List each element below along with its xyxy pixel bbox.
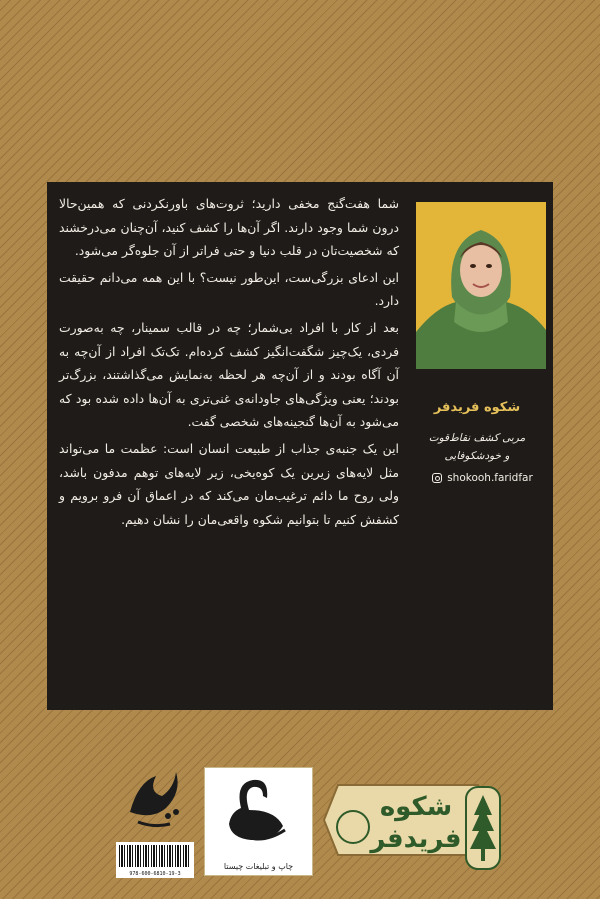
text-panel bbox=[47, 182, 553, 710]
author-name: شکوه فریدفر bbox=[433, 400, 521, 415]
svg-text:فریدفر: فریدفر bbox=[370, 824, 462, 854]
instagram-text: shokooh.faridfar bbox=[447, 472, 533, 484]
author-title-line: مربی کشف نقاط‌قوت bbox=[428, 432, 526, 444]
portrait-illustration bbox=[416, 202, 546, 369]
publisher-logo bbox=[204, 767, 313, 876]
swan-icon bbox=[205, 768, 312, 858]
author-logo-emblem bbox=[318, 765, 505, 875]
isbn-barcode bbox=[116, 842, 194, 878]
instagram-handle bbox=[415, 468, 550, 488]
barcode-number: 978-600-6810-19-3 bbox=[129, 871, 181, 877]
author-portrait bbox=[416, 202, 546, 369]
author-title bbox=[407, 429, 547, 465]
author-title-line: و خودشکوفایی bbox=[444, 450, 510, 462]
imprint-logo bbox=[118, 762, 188, 832]
instagram-icon bbox=[432, 473, 442, 483]
svg-text:شکوه: شکوه bbox=[379, 792, 453, 822]
paragraph: این ادعای بزرگی‌ست، این‌طور نیست؟ با این همه می‌دانم حقیقت دارد. bbox=[59, 269, 399, 309]
paragraph: بعد از کار با افراد بی‌شمار؛ چه در قالب سمینار، چه به‌صورت فردی، یک‌چیز شگفت‌انگیز کشف کرده‌ام. تک‌تک افراد از آن‌چه به آن آگاه بودند و از آن‌چه هر لحظه به‌نمایش می‌گذاشتند، بزرگ‌تر بودند؛ یعنی ویژگی‌های جاودانه‌ی غنی‌تری به آن‌ها داده شده بود که می‌شود به آن‌ها گنجینه‌های شخصی گفت. bbox=[59, 319, 399, 430]
paragraph: شما هفت‌گنج مخفی دارید؛ ثروت‌های باورنکردنی که همین‌حالا درون شما وجود دارند. اگر آن‌ها را کشف کنید، آن‌چنان می‌درخشند که شخصیت‌تان در قلب دنیا و حتی فراتر از آن جلوه‌گر می‌شود. bbox=[59, 196, 399, 259]
paragraph: این یک جنبه‌ی جذاب از طبیعت انسان است: عظمت ما می‌تواند مثل لایه‌های زیرین یک کوه‌یخی، زیر لایه‌های توهم مدفون باشد، ولی روح ما دائم ترغیب‌مان می‌کند که در اعماق آن فرو برویم و کشفش کنیم تا بتوانیم شکوه واقعی‌مان را نشان دهیم. bbox=[59, 440, 399, 527]
author-logo bbox=[318, 765, 505, 875]
back-cover-text bbox=[59, 192, 399, 534]
publisher-caption: چاپ و تبلیغات چیستا bbox=[223, 862, 294, 871]
imprint-calligraphy-icon bbox=[118, 762, 188, 832]
barcode-bars bbox=[119, 845, 191, 867]
